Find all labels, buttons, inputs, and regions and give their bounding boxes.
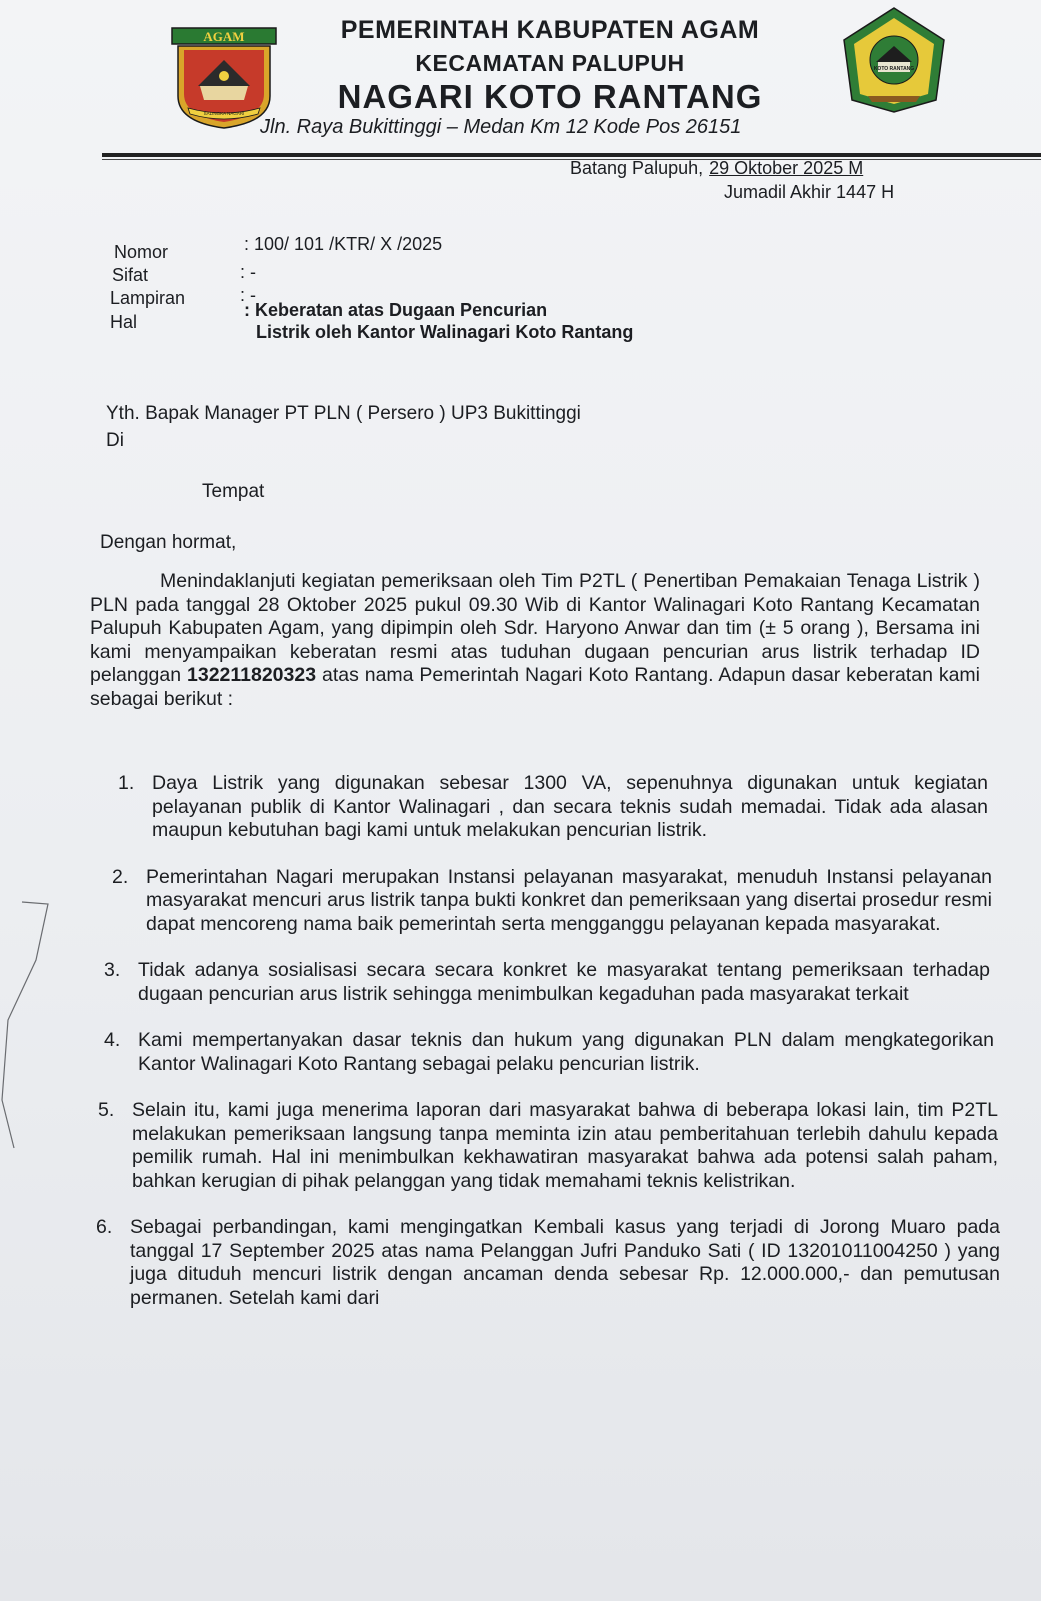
list-item-text: Daya Listrik yang digunakan sebesar 1300 VA, sepenuhnya digunakan untuk kegiatan pelayanan publik di Kantor Walinagari , dan secara teknis sudah memadai. Tidak ada alasan maupun kebutuhan bagi kami untuk melakukan pencurian listrik. bbox=[152, 772, 988, 841]
sifat-label: Sifat bbox=[112, 265, 149, 285]
list-item bbox=[104, 959, 990, 1006]
objection-list bbox=[96, 772, 1000, 1310]
list-item-number: 6. bbox=[96, 1216, 113, 1238]
list-item-number: 5. bbox=[98, 1099, 115, 1121]
agam-logo-text: AGAM bbox=[203, 29, 245, 44]
intro-paragraph bbox=[90, 570, 980, 711]
header-rule-thick bbox=[102, 153, 1041, 157]
lampiran-value: : - bbox=[240, 285, 256, 305]
list-item-number: 3. bbox=[104, 959, 121, 981]
list-item-text: Pemerintahan Nagari merupakan Instansi pelayanan masyarakat, menuduh Instansi pelayanan masyarakat mencuri arus listrik tanpa bukti konkret dan pemeriksaan yang disertai prosedur resmi dapat mencoreng nama baik pemerintah serta mengganggu pelayanan kepada masyarakat. bbox=[146, 865, 992, 935]
id-pelanggan: 132211820323 bbox=[187, 664, 317, 686]
date-gregorian: 29 Oktober 2025 M bbox=[709, 158, 864, 178]
list-item bbox=[96, 1216, 1000, 1310]
list-item-text: Kami mempertanyakan dasar teknis dan hukum yang digunakan PLN dalam mengkategorikan Kantor Walinagari Koto Rantang sebagai pelaku pencurian listrik. bbox=[138, 1029, 994, 1075]
list-item-number: 4. bbox=[104, 1029, 121, 1051]
nagari-koto-rantang-logo bbox=[838, 4, 950, 116]
letter-date bbox=[570, 158, 863, 179]
list-item bbox=[98, 1099, 998, 1193]
header-line-2: KECAMATAN PALUPUH bbox=[415, 50, 685, 76]
list-item bbox=[104, 1029, 994, 1076]
koto-rantang-logo-text: KOTO RANTANG bbox=[873, 66, 915, 72]
intro-text-before: Menindaklanjuti kegiatan pemeriksaan oleh Tim P2TL ( Penertiban Pemakaian Tenaga Listrik ) PLN pada tanggal 28 Oktober 2025 pukul 09.30 Wib di Kantor Walinagari Koto Rantang Kecamatan Palupuh Kabupaten Agam, yang dipimpin oleh Sdr. Haryono Anwar dan tim (± 5 orang ), Bersama ini kami menyampaikan keberatan resmi atas tuduhan dugaan pencurian arus listrik terhadap ID pelanggan bbox=[90, 570, 980, 686]
header-line-1: PEMERINTAH KABUPATEN AGAM bbox=[340, 16, 760, 44]
paper-fold-mark bbox=[0, 900, 60, 1150]
list-item-text: Sebagai perbandingan, kami mengingatkan Kembali kasus yang terjadi di Jorong Muaro pada tanggal 17 September 2025 atas nama Pelanggan Jufri Panduko Sati ( ID 13201011004250 ) yang juga dituduh mencuri listrik dengan ancaman denda sebesar Rp. 12.000.000,- dan pemutusan permanen. Setelah kami dari bbox=[130, 1216, 1000, 1309]
sifat-value: : - bbox=[240, 262, 256, 282]
list-item-number: 2. bbox=[112, 865, 129, 888]
recipient-di: Di bbox=[106, 430, 124, 451]
lampiran-label: Lampiran bbox=[110, 288, 186, 308]
agam-logo-motto: SALINGKA NAGARI bbox=[203, 111, 245, 116]
nomor-label: Nomor bbox=[114, 242, 169, 262]
list-item-text: Selain itu, kami juga menerima laporan dari masyarakat bahwa di beberapa lokasi lain, tim P2TL melakukan pemeriksaan langsung tanpa meminta izin atau pemberitahuan terlebih dahulu kepada pemilik rumah. Hal ini menimbulkan kekhawatiran masyarakat bahwa ada potensi salah paham, bahkan kerugian di pihak pelanggan yang tidak memahami teknis kelistrikan. bbox=[132, 1099, 998, 1192]
date-hijri: Jumadil Akhir 1447 H bbox=[724, 182, 895, 202]
recipient-tempat: Tempat bbox=[202, 481, 265, 502]
header-line-3: NAGARI KOTO RANTANG bbox=[337, 78, 763, 115]
kabupaten-agam-logo bbox=[170, 26, 278, 130]
date-place: Batang Palupuh, bbox=[570, 158, 704, 178]
greeting: Dengan hormat, bbox=[100, 532, 237, 553]
list-item-text: Tidak adanya sosialisasi secara secara konkret ke masyarakat tentang pemeriksaan terhadap dugaan pencurian arus listrik sehingga menimbulkan kegaduhan pada masyarakat terkait bbox=[138, 959, 990, 1005]
list-item bbox=[112, 866, 992, 937]
hal-label: Hal bbox=[110, 312, 138, 332]
list-item-number: 1. bbox=[118, 772, 135, 794]
intro-text-after: atas nama Pemerintah Nagari Koto Rantang. Adapun dasar keberatan kami sebagai berikut : bbox=[90, 664, 980, 710]
header-address: Jln. Raya Bukittinggi – Medan Km 12 Kode Pos 26151 bbox=[260, 116, 742, 138]
recipient-line: Yth. Bapak Manager PT PLN ( Persero ) UP3 Bukittinggi bbox=[106, 403, 581, 424]
hal-value-line-1: : Keberatan atas Dugaan Pencurian bbox=[244, 300, 548, 320]
nomor-value: : 100/ 101 /KTR/ X /2025 bbox=[244, 234, 443, 254]
list-item bbox=[118, 772, 988, 843]
hal-value-line-2: Listrik oleh Kantor Walinagari Koto Rantang bbox=[256, 322, 634, 342]
